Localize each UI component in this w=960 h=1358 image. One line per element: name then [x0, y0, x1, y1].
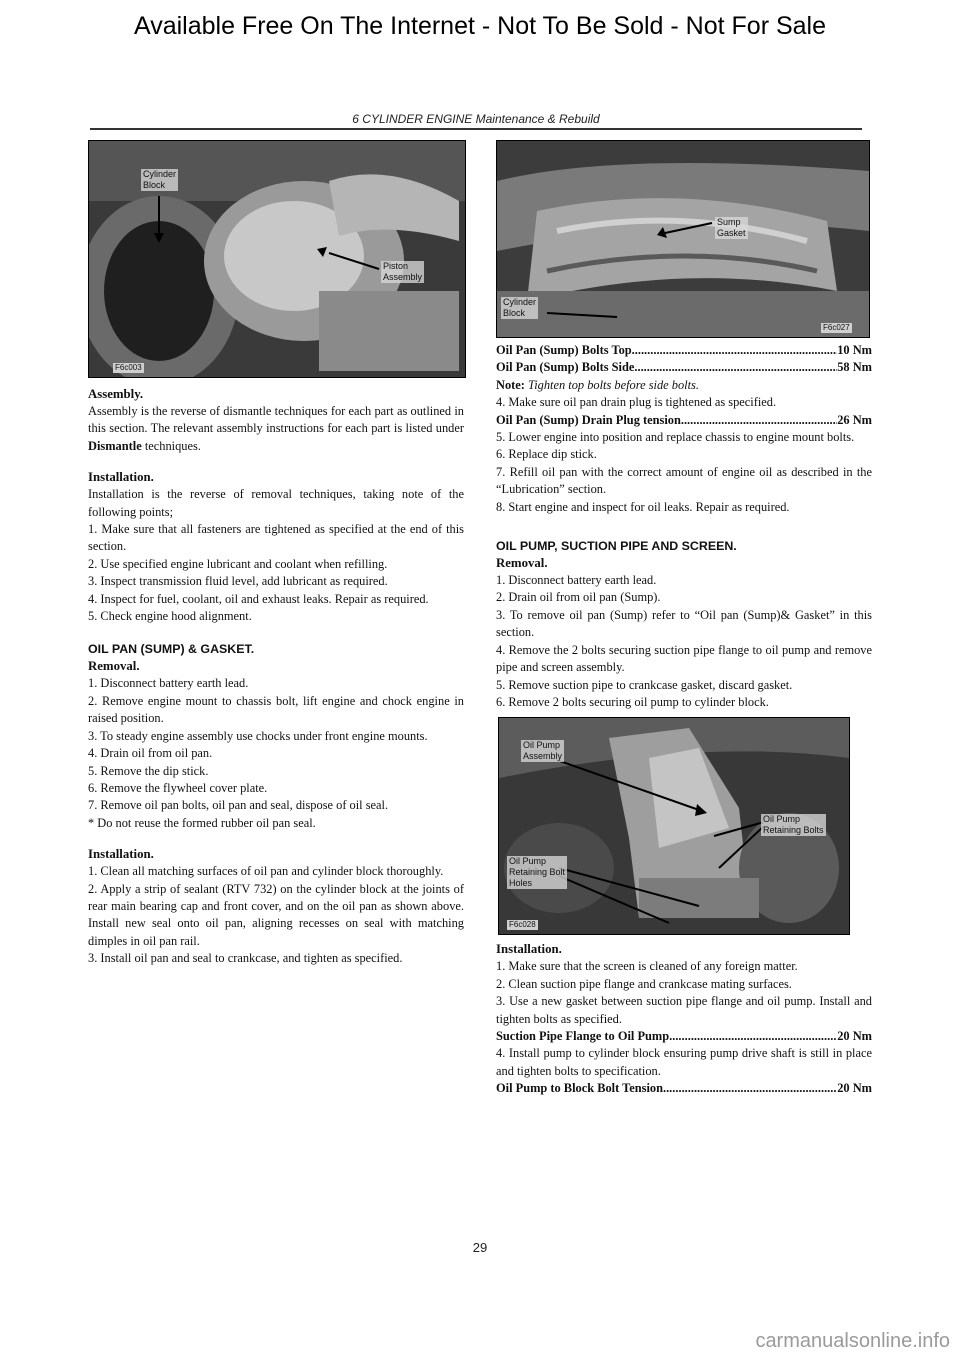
removal-step: 3. To remove oil pan (Sump) refer to “Oil pan (Sump)& Gasket” in this section.	[496, 607, 872, 640]
label-cylinder-block-2: Cylinder Block	[503, 297, 537, 318]
figure-code-3: F6c028	[509, 920, 536, 930]
step-4: 4. Make sure oil pan drain plug is tightened as specified.	[496, 395, 777, 410]
installation-title-3: Installation.	[496, 942, 562, 957]
spec-oil-pump-bolt: Oil Pump to Block Bolt Tension ..... 20 Nm	[496, 1080, 872, 1097]
sump-photo-drawing	[497, 141, 869, 337]
installation-step: 1. Make sure that the screen is cleaned of any foreign matter.	[496, 959, 798, 974]
installation-step: 1. Make sure that all fasteners are tightened as specified at the end of this section.	[88, 522, 464, 554]
removal-warning: * Do not reuse the formed rubber oil pan seal.	[88, 815, 316, 830]
label-oil-pump-assembly: Oil Pump Assembly	[523, 740, 563, 762]
left-column	[88, 140, 464, 968]
removal-step: 2. Drain oil from oil pan (Sump).	[496, 590, 661, 605]
installation-step: 2. Clean suction pipe flange and crankcase mating surfaces.	[496, 976, 792, 991]
spec-drain-plug: Oil Pan (Sump) Drain Plug tension ..... 26 Nm	[496, 412, 872, 429]
label-piston-assembly: Piston Assembly	[383, 261, 423, 282]
installation-step: 7. Refill oil pan with the correct amount of engine oil as described in the “Lubrication” section.	[496, 464, 872, 497]
installation-step: 3. Install oil pan and seal to crankcase, and tighten as specified.	[88, 951, 403, 966]
figure-code: F6c003	[115, 363, 142, 372]
label-cylinder-block: Cylinder Block	[143, 169, 177, 190]
removal-step: 4. Remove the 2 bolts securing suction pipe flange to oil pump and remove pipe and screen assembly.	[496, 642, 872, 675]
removal-step: 2. Remove engine mount to chassis bolt, lift engine and chock engine in raised position.	[88, 693, 464, 726]
removal-step: 3. To steady engine assembly use chocks under front engine mounts.	[88, 728, 428, 743]
removal-title: Removal.	[88, 659, 140, 674]
figure-code-2: F6c027	[823, 323, 850, 332]
right-column	[496, 140, 872, 1098]
installation-title-2: Installation.	[88, 847, 154, 862]
removal-step: 5. Remove the dip stick.	[88, 763, 209, 778]
removal-step: 6. Remove the flywheel cover plate.	[88, 780, 268, 795]
assembly-text: Assembly is the reverse of dismantle techniques for each part as outlined in this section. The relevant assembly instructions for each part is listed under Dismantle techniques.	[88, 404, 464, 453]
installation-step: 5. Check engine hood alignment.	[88, 609, 252, 624]
installation-step: 8. Start engine and inspect for oil leaks. Repair as required.	[496, 499, 790, 514]
assembly-title: Assembly.	[88, 387, 144, 401]
installation-step: 4. Install pump to cylinder block ensuring pump drive shaft is still in place and tighten bolts to specification.	[496, 1046, 872, 1078]
oil-pump-heading: OIL PUMP, SUCTION PIPE AND SCREEN.	[496, 539, 737, 554]
label-oil-pump-retaining-bolt-holes: Oil Pump Retaining Bolt Holes	[509, 856, 566, 889]
running-head: 6 CYLINDER ENGINE Maintenance & Rebuild	[352, 112, 600, 126]
watermark: carmanualsonline.info	[755, 1330, 950, 1352]
installation-step: 4. Inspect for fuel, coolant, oil and exhaust leaks. Repair as required.	[88, 591, 429, 606]
installation-title: Installation.	[88, 470, 154, 485]
label-sump-gasket: Sump Gasket	[717, 217, 746, 238]
installation-step: 2. Apply a strip of sealant (RTV 732) on the cylinder block at the joints of rear main bearing cap and front cover, and on the oil pan as shown above. Install new seal onto oil pan, aligning recesses on seal with matching dimples in oil pan rail.	[88, 881, 464, 948]
page-number: 29	[472, 1240, 488, 1255]
installation-step: 5. Lower engine into position and replace chassis to engine mount bolts.	[496, 430, 855, 445]
removal-step: 4. Drain oil from oil pan.	[88, 746, 213, 761]
removal-step: 1. Disconnect battery earth lead.	[88, 676, 249, 691]
installation-step: 3. Use a new gasket between suction pipe flange and oil pump. Install and tighten bolts as specified.	[496, 994, 872, 1026]
removal-step: 7. Remove oil pan bolts, oil pan and seal, dispose of oil seal.	[88, 798, 389, 813]
installation-step: 2. Use specified engine lubricant and coolant when refilling.	[88, 556, 388, 571]
installation-intro: Installation is the reverse of removal techniques, taking note of the following points;	[88, 487, 464, 519]
spec-suction-pipe: Suction Pipe Flange to Oil Pump ..... 20 Nm	[496, 1028, 872, 1045]
sump-photo	[496, 140, 870, 338]
removal-step: 5. Remove suction pipe to crankcase gasket, discard gasket.	[496, 677, 793, 692]
oil-pan-heading: OIL PAN (SUMP) & GASKET.	[88, 642, 255, 657]
installation-step: 3. Inspect transmission fluid level, add lubricant as required.	[88, 574, 388, 589]
label-oil-pump-retaining-bolts: Oil Pump Retaining Bolts	[763, 814, 824, 836]
removal-title-2: Removal.	[496, 556, 548, 571]
note: Note: Tighten top bolts before side bolts.	[496, 377, 699, 392]
spec-oil-pan-side: Oil Pan (Sump) Bolts Side ..... 58 Nm	[496, 359, 872, 376]
banner: Available Free On The Internet - Not To Be Sold - Not For Sale	[133, 12, 827, 40]
removal-step: 6. Remove 2 bolts securing oil pump to cylinder block.	[496, 694, 769, 709]
oil-pump-photo	[498, 717, 850, 935]
installation-step: 1. Clean all matching surfaces of oil pan and cylinder block thoroughly.	[88, 864, 444, 879]
piston-photo	[88, 140, 466, 378]
installation-step: 6. Replace dip stick.	[496, 447, 597, 462]
spec-oil-pan-top: Oil Pan (Sump) Bolts Top ..... 10 Nm	[496, 342, 872, 359]
removal-step: 1. Disconnect battery earth lead.	[496, 573, 657, 588]
header-rule	[90, 128, 862, 130]
